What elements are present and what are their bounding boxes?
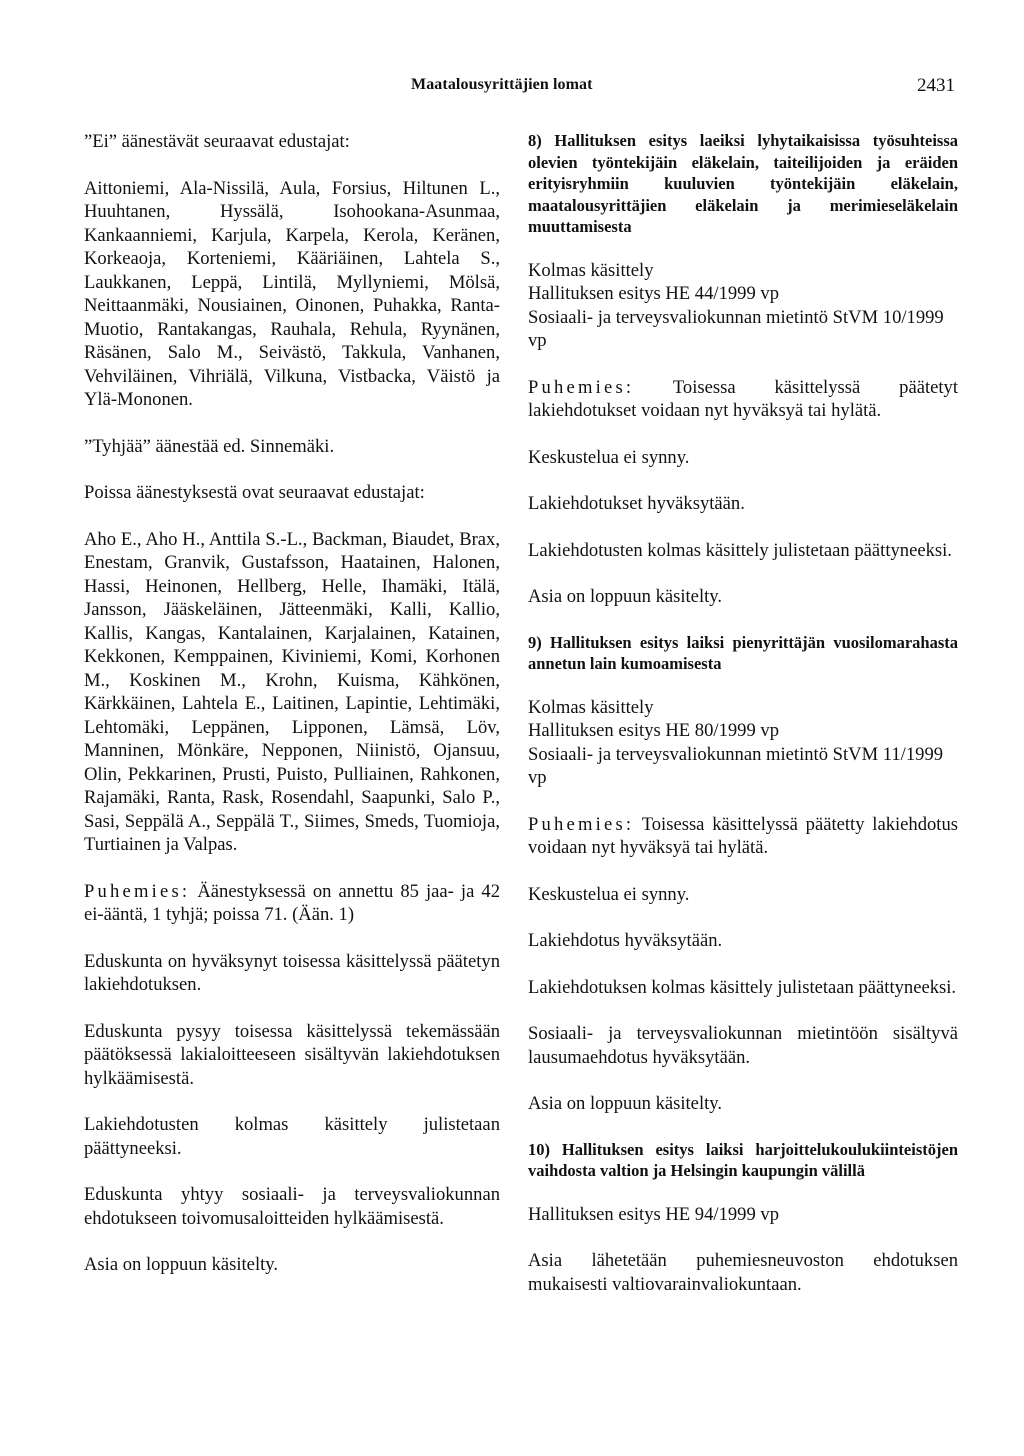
- item9-no-discussion: Keskustelua ei synny.: [528, 883, 690, 905]
- item10-heading: 10) Hallituksen esitys laiksi harjoittelukoulukiinteistöjen vaihdosta valtion ja Helsingin kaupungin välillä: [528, 1139, 958, 1180]
- right-column: [528, 130, 958, 1319]
- no-votes-heading: ”Ei” äänestävät seuraavat edustajat:: [84, 131, 350, 152]
- item8-third-ended: Lakiehdotusten kolmas käsittely julistetaan päättyneeksi.: [528, 539, 952, 561]
- speaker-result-text: Äänestyksessä on annettu 85 jaa- ja 42 ei-ääntä, 1 tyhjä; poissa 71. (Ään. 1): [84, 880, 500, 925]
- absent-names: Aho E., Aho H., Anttila S.-L., Backman, Biaudet, Brax, Enestam, Granvik, Gustafsson, Haatainen, Halonen, Hassi, Heinonen, Hellberg, Helle, Ihamäki, Itälä, Jansson, Jääskeläinen, Jätteenmäki, Kalli, Kallio, Kallis, Kangas, Kantalainen, Karjalainen, Katainen, Kekkonen, Kemppainen, Kiviniemi, Komi, Korhonen M., Koskinen M., Krohn, Kuisma, Kähkönen, Kärkkäinen, Lahtela E., Laitinen, Lapintie, Lehtimäki, Lehtomäki, Leppänen, Lipponen, Lämsä, Löv, Manninen, Mönkäre, Nepponen, Niinistö, Ojansuu, Olin, Pekkarinen, Prusti, Puisto, Pulliainen, Rahkonen, Rajamäki, Ranta, Rask, Rosendahl, Saapunki, Salo P., Sasi, Seppälä A., Seppälä T., Siimes, Smeds, Tuomioja, Turtiainen ja Valpas.: [84, 528, 500, 855]
- item8-speaker: [528, 376, 958, 423]
- item8-done: Asia on loppuun käsitelty.: [528, 586, 723, 607]
- item9-heading: 9) Hallituksen esitys laiksi pienyrittäjän vuosilomarahasta annetun lain kumoamisesta: [528, 632, 958, 673]
- page-number: 2431: [917, 75, 955, 96]
- para-third-ended: Lakiehdotusten kolmas käsittely julistetaan päättyneeksi.: [84, 1114, 500, 1159]
- left-column: [84, 130, 500, 1300]
- para-concur: Eduskunta yhtyy sosiaali- ja terveysvaliokunnan ehdotukseen toivomusaloitteiden hylkäämisestä.: [84, 1184, 500, 1229]
- empty-vote: ”Tyhjää” äänestää ed. Sinnemäki.: [84, 435, 335, 457]
- item9-speaker: [528, 813, 958, 860]
- item9-stage: Kolmas käsittely: [528, 696, 654, 718]
- item8-speaker-label: Puhemies:: [528, 376, 635, 398]
- item9-statement: Sosiaali- ja terveysvaliokunnan mietintöön sisältyvä lausumaehdotus hyväksytään.: [528, 1023, 958, 1068]
- para-decision: Eduskunta pysyy toisessa käsittelyssä tekemässään päätöksessä lakialoitteeseen sisältyvän lakiehdotuksen hylkäämisestä.: [84, 1020, 500, 1089]
- item8-heading: 8) Hallituksen esitys laeiksi lyhytaikaisissa työsuhteissa olevien työntekijäin eläkelain, taiteilijoiden ja eräiden erityisryhmiin kuuluvien työntekijäin eläkelain, maatalousyrittäjien eläkelain ja merimieseläkelain muuttamisesta: [528, 131, 958, 236]
- item8-speaker-text: Toisessa käsittelyssä päätetyt lakiehdotukset voidaan nyt hyväksyä tai hylätä.: [528, 376, 958, 421]
- item10-bill: Hallituksen esitys HE 94/1999 vp: [528, 1203, 779, 1225]
- item9-bill: Hallituksen esitys HE 80/1999 vp: [528, 720, 779, 741]
- item9-speaker-text: Toisessa käsittelyssä päätetty lakiehdotus voidaan nyt hyväksyä tai hylätä.: [528, 813, 958, 858]
- absent-heading: Poissa äänestyksestä ovat seuraavat edustajat:: [84, 482, 425, 503]
- speaker-label: Puhemies:: [84, 880, 191, 902]
- item8-stage: Kolmas käsittely: [528, 259, 654, 281]
- para-done: Asia on loppuun käsitelty.: [84, 1254, 279, 1275]
- item9-third-ended: Lakiehdotuksen kolmas käsittely julistetaan päättyneeksi.: [528, 976, 957, 998]
- speaker-vote-result: [84, 880, 500, 927]
- item8-bill: Hallituksen esitys HE 44/1999 vp: [528, 283, 779, 304]
- no-votes-names: Aittoniemi, Ala-Nissilä, Aula, Forsius, Hiltunen L., Huuhtanen, Hyssälä, Isohookana-Asunmaa, Kankaanniemi, Karjula, Karpela, Kerola, Keränen, Korkeaoja, Korteniemi, Kääriäinen, Lahtela S., Laukkanen, Leppä, Lintilä, Myllyniemi, Mölsä, Neittaanmäki, Nousiainen, Oinonen, Puhakka, Ranta-Muotio, Rantakangas, Rauhala, Rehula, Ryynänen, Räsänen, Salo M., Seivästö, Takkula, Vanhanen, Vehviläinen, Vihriälä, Vilkuna, Vistbacka, Väistö ja Ylä-Mononen.: [84, 177, 500, 410]
- item9-done: Asia on loppuun käsitelty.: [528, 1093, 723, 1114]
- item9-report: Sosiaali- ja terveysvaliokunnan mietintö StVM 11/1999 vp: [528, 743, 944, 788]
- running-title: Maatalousyrittäjien lomat: [411, 76, 593, 93]
- item8-no-discussion: Keskustelua ei synny.: [528, 446, 690, 468]
- item8-accepted: Lakiehdotukset hyväksytään.: [528, 493, 745, 514]
- item10-referral: Asia lähetetään puhemiesneuvoston ehdotuksen mukaisesti valtiovarainvaliokuntaan.: [528, 1250, 958, 1295]
- item8-meta: [528, 259, 958, 353]
- item8-report: Sosiaali- ja terveysvaliokunnan mietintö StVM 10/1999 vp: [528, 306, 944, 351]
- item9-accepted: Lakiehdotus hyväksytään.: [528, 930, 723, 951]
- item9-meta: [528, 696, 958, 790]
- para-approved: Eduskunta on hyväksynyt toisessa käsittelyssä päätetyn lakiehdotuksen.: [84, 950, 500, 995]
- item9-speaker-label: Puhemies:: [528, 813, 635, 835]
